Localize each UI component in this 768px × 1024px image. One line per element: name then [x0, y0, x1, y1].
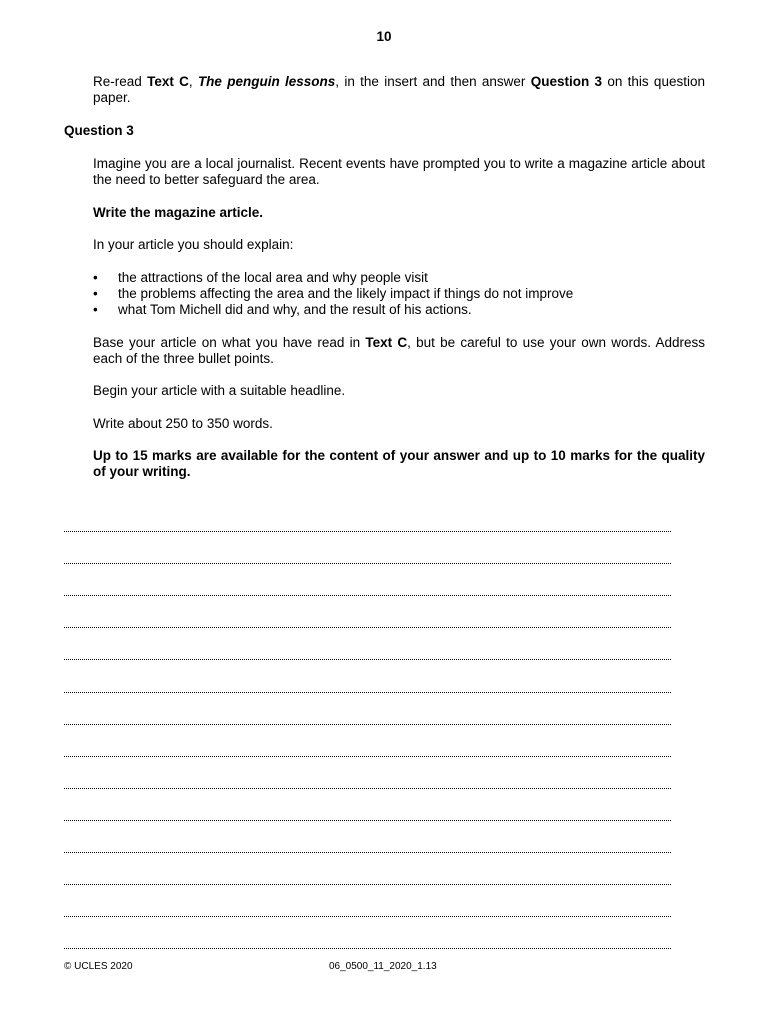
answer-line[interactable] [64, 757, 671, 789]
answer-lines[interactable] [64, 500, 671, 949]
text-title: The penguin lessons [197, 74, 336, 89]
headline-note: Begin your article with a suitable headline. [93, 383, 346, 398]
bullet-item [93, 302, 705, 318]
answer-line[interactable] [64, 660, 671, 692]
bullet-item [93, 286, 705, 302]
copyright-footer: © UCLES 2020 [64, 961, 133, 972]
answer-line[interactable] [64, 628, 671, 660]
answer-line[interactable] [64, 885, 671, 917]
intro-text: , in the insert and then answer [335, 74, 531, 89]
question-reference: Question 3 [530, 74, 603, 89]
bullet-text: the attractions of the local area and why people visit [118, 270, 428, 285]
word-count-note: Write about 250 to 350 words. [93, 416, 273, 431]
bullet-item [93, 270, 705, 286]
answer-line[interactable] [64, 789, 671, 821]
question-heading: Question 3 [64, 123, 134, 138]
answer-line[interactable] [64, 532, 671, 564]
bullet-icon: • [93, 302, 98, 317]
bullet-text: the problems affecting the area and the likely impact if things do not improve [118, 286, 574, 301]
bullet-icon: • [93, 286, 98, 301]
answer-line[interactable] [64, 725, 671, 757]
answer-line[interactable] [64, 500, 671, 532]
base-text: , but be careful to use your own words. Address each of the three bullet points. [93, 335, 706, 366]
paper-code-footer: 06_0500_11_2020_1.13 [329, 961, 437, 972]
base-text: Base your article on what you have read in [93, 335, 366, 350]
marks-note: Up to 15 marks are available for the content of your answer and up to 10 marks for the quality of your writing. [93, 448, 705, 479]
base-paragraph [93, 335, 705, 367]
page-number: 10 [376, 29, 392, 44]
bullet-icon: • [93, 270, 98, 285]
explain-intro: In your article you should explain: [93, 237, 294, 252]
intro-text: , [188, 74, 198, 89]
answer-line[interactable] [64, 853, 671, 885]
intro-text: Re-read [93, 74, 148, 89]
answer-line[interactable] [64, 821, 671, 853]
text-reference: Text C [365, 335, 408, 350]
bullet-list [93, 270, 705, 318]
task-paragraph: Imagine you are a local journalist. Recent events have prompted you to write a magazine article about the need to better safeguard the area. [93, 156, 705, 187]
answer-line[interactable] [64, 596, 671, 628]
intro-paragraph [93, 74, 705, 106]
text-reference: Text C [147, 74, 189, 89]
answer-line[interactable] [64, 693, 671, 725]
bullet-text: what Tom Michell did and why, and the result of his actions. [118, 302, 472, 317]
intro-text: on this question paper. [93, 74, 705, 105]
answer-line[interactable] [64, 917, 671, 949]
instruction: Write the magazine article. [93, 205, 264, 220]
answer-line[interactable] [64, 564, 671, 596]
